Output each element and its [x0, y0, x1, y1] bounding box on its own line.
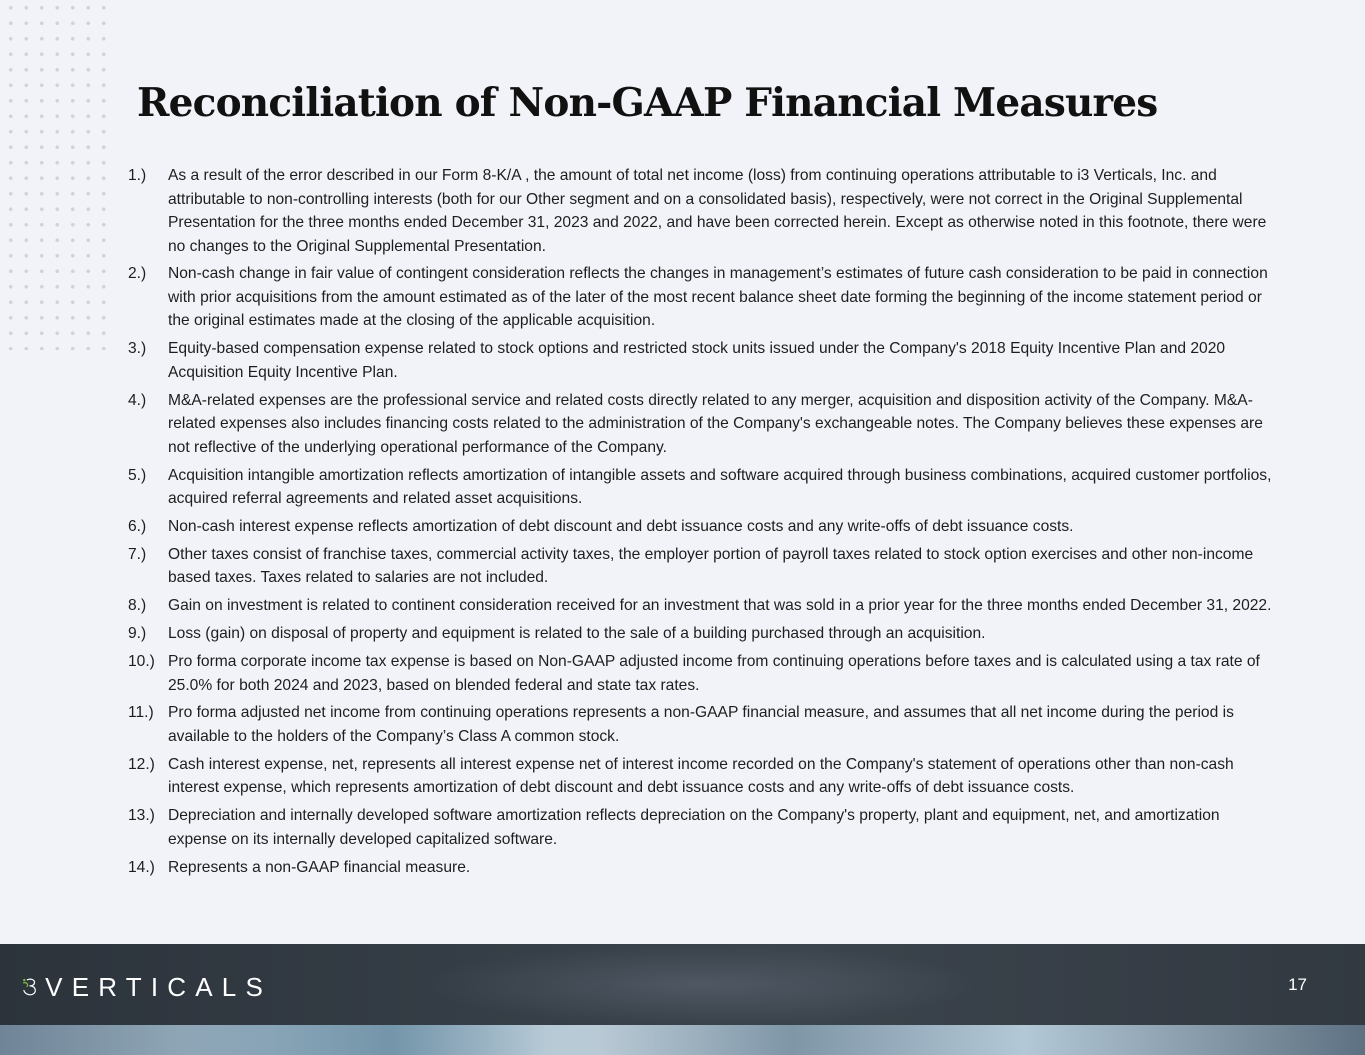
footnote-item: [128, 543, 1272, 590]
footnote-item: [128, 856, 1272, 880]
footnote-item: [128, 515, 1272, 539]
footnote-text: Represents a non-GAAP financial measure.: [168, 858, 471, 876]
footnote-text: Equity-based compensation expense related to stock options and restricted stock units issued under the Company's 2018 Equity Incentive Plan and 2020 Acquisition Equity Incentive Plan.: [168, 340, 1226, 381]
footnote-item: [128, 262, 1272, 333]
footnote-item: [128, 337, 1272, 384]
page-number: 17: [1288, 975, 1307, 994]
logo-wordmark: VERTICALS: [45, 971, 272, 1002]
page-title: Reconciliation of Non-GAAP Financial Measures: [137, 80, 1158, 126]
decorative-dot-grid: [0, 0, 110, 350]
footnote-item: [128, 594, 1272, 618]
footnote-number: 13.): [128, 807, 155, 825]
footnote-text: Non-cash change in fair value of contingent consideration reflects the changes in management’s estimates of future cash consideration to be paid in connection with prior acquisitions from the amount estimated as of the later of the most recent balance sheet date forming the beginning of the income statement period or the original estimates made at the closing of the applicable acquisition.: [168, 265, 1268, 330]
footnote-text: Other taxes consist of franchise taxes, commercial activity taxes, the employer portion of payroll taxes related to stock option exercises and other non-income based taxes. Taxes related to salaries are not included.: [168, 545, 1254, 587]
footnote-number: 3.): [128, 340, 147, 358]
footnote-number: 14.): [128, 858, 155, 876]
footnote-number: 4.): [128, 391, 147, 409]
footnote-list: [128, 164, 1272, 883]
footnote-text: Depreciation and internally developed software amortization reflects depreciation on the Company's property, plant and equipment, net, and amortization expense on its internally developed capitalized software.: [168, 807, 1220, 848]
footnote-item: [128, 164, 1272, 258]
footnote-item: [128, 464, 1272, 511]
i3-logo-icon: [22, 962, 37, 1012]
footnote-number: 12.): [128, 755, 155, 773]
footnote-item: [128, 622, 1272, 646]
footnote-item: [128, 389, 1272, 460]
footnote-text: Pro forma adjusted net income from continuing operations represents a non-GAAP financial measure, and assumes that all net income during the period is available to the holders of the Company’s Class A common stock.: [168, 704, 1234, 745]
footnote-number: 6.): [128, 517, 147, 535]
footnote-number: 10.): [128, 653, 155, 671]
footnote-text: Non-cash interest expense reflects amortization of debt discount and debt issuance costs and any write-offs of debt issuance costs.: [168, 517, 1074, 535]
footnote-text: Acquisition intangible amortization reflects amortization of intangible assets and software acquired through business combinations, acquired customer portfolios, acquired referral agreements and related asset acquisitions.: [168, 466, 1272, 508]
footer-background-accent: [180, 1025, 600, 1055]
footnote-text: As a result of the error described in our Form 8-K/A , the amount of total net income (loss) from continuing operations attributable to i3 Verticals, Inc. and attributable to non-controlling interests (both for our Other segment and on a consolidated basis), respectively, were not correct in the Original Supplemental Presentation for the three months ended December 31, 2023 and 2022, and have been corrected herein. Except as otherwise noted in this footnote, there were no changes to the Original Supplemental Presentation.: [168, 167, 1267, 255]
footnote-item: [128, 804, 1272, 851]
footnote-text: M&A-related expenses are the professional service and related costs directly related to any merger, acquisition and disposition activity of the Company. M&A-related expenses also includes financing costs related to the administration of the Company's exchangeable notes. The Company believes these expenses are not reflective of the underlying operational performance of the Company.: [168, 391, 1263, 456]
footnote-number: 8.): [128, 597, 147, 615]
footnote-number: 2.): [128, 265, 147, 283]
footer-background-glow: [420, 944, 980, 1025]
footer-bar: [0, 944, 1365, 1055]
footnote-number: 1.): [128, 167, 147, 184]
footnote-text: Gain on investment is related to continent consideration received for an investment that was sold in a prior year for the three months ended December 31, 2022.: [168, 597, 1272, 615]
footnote-text: Pro forma corporate income tax expense is based on Non-GAAP adjusted income from continuing operations before taxes and is calculated using a tax rate of 25.0% for both 2024 and 2023, based on blended federal and state tax rates.: [168, 653, 1260, 694]
footnote-number: 5.): [128, 466, 147, 484]
footnote-item: [128, 753, 1272, 800]
footnote-number: 11.): [128, 704, 154, 722]
footnote-number: 9.): [128, 625, 147, 643]
company-logo: [22, 962, 272, 1012]
footnote-number: 7.): [128, 545, 147, 563]
footnote-text: Loss (gain) on disposal of property and equipment is related to the sale of a building purchased through an acquisition.: [168, 625, 986, 643]
footnote-text: Cash interest expense, net, represents all interest expense net of interest income recorded on the Company's statement of operations other than non-cash interest expense, which represents amortization of debt discount and debt issuance costs and any write-offs of debt issuance costs.: [168, 755, 1234, 797]
footnote-item: [128, 650, 1272, 697]
footnote-item: [128, 701, 1272, 748]
